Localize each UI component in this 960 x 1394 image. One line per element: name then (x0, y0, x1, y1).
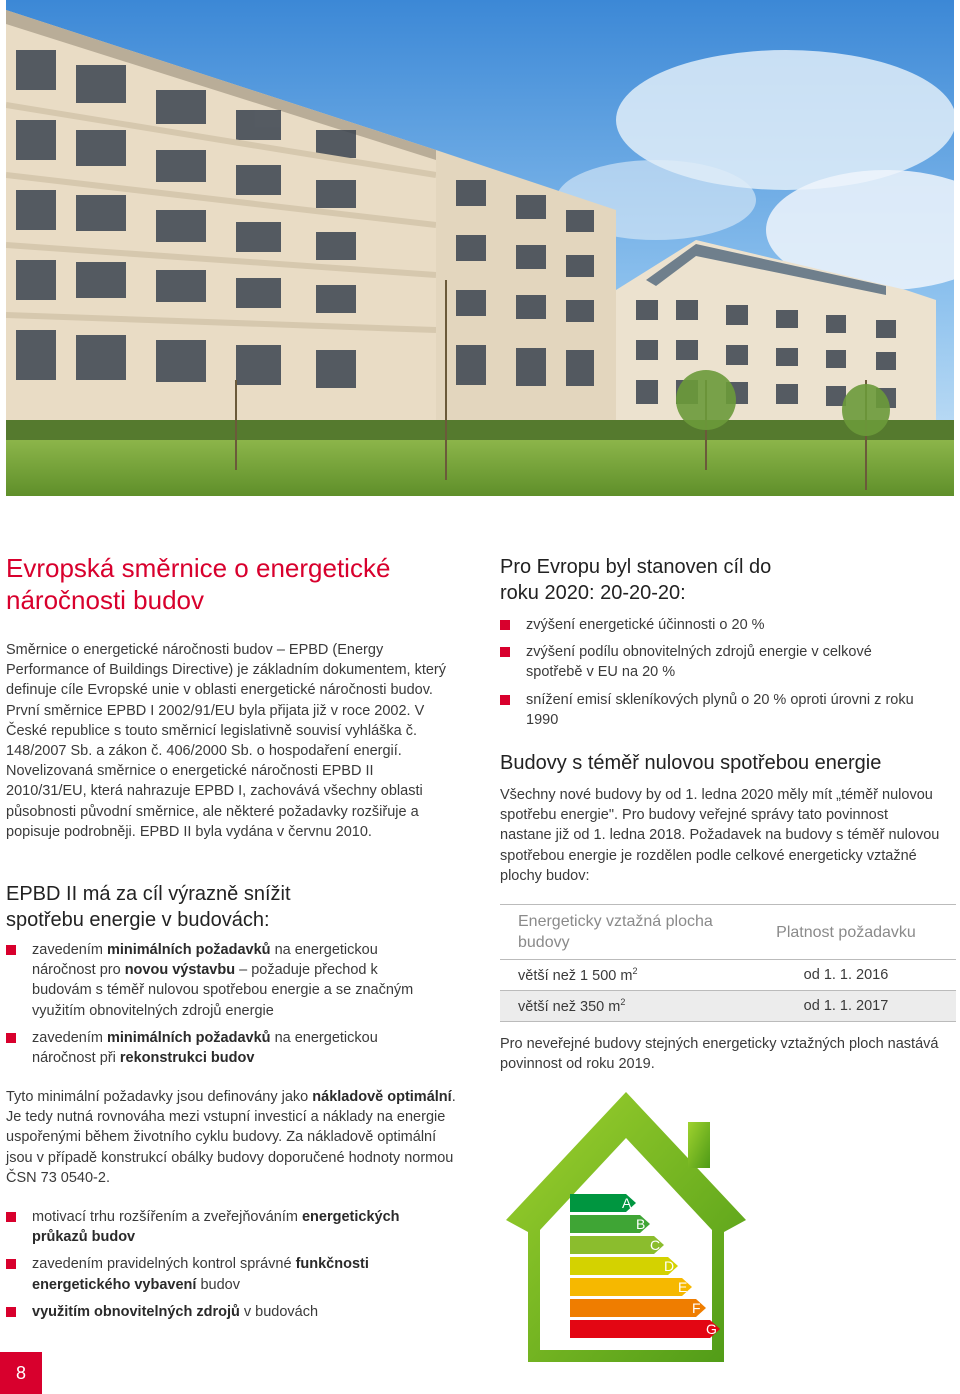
energy-class-label-e: E (678, 1279, 688, 1295)
energy-class-label-b: B (636, 1216, 646, 1232)
list-item: zavedením minimálních požadavků na energetickou náročnost při rekonstrukci budov (6, 1028, 416, 1068)
red-square-bullet-icon (6, 945, 16, 955)
nzeb-paragraph: Všechny nové budovy by od 1. ledna 2020 měly mít „téměř nulovou spotřebu energie". Pro budovy veřejné správy tato povinnost nastane již od 1. ledna 2018. Požadavek na budovy s téměř nulovou spotřebou energie je rozdělen podle celkové energeticky vztažné plochy budov: (500, 787, 940, 884)
building-photo (6, 0, 954, 496)
list-item: zvýšení energetické účinnosti o 20 % (500, 615, 920, 635)
list-item: zavedením pravidelných kontrol správné funkčnosti energetického vybavení budov (6, 1254, 458, 1294)
list-item: snížení emisí skleníkových plynů o 20 % oproti úrovni z roku 1990 (500, 690, 920, 730)
red-square-bullet-icon (6, 1307, 16, 1317)
epbd-bullet-list-1 (6, 940, 416, 1075)
energy-label-house-icon (498, 1082, 754, 1372)
energy-class-label-g: G (706, 1321, 717, 1337)
table-header-row (500, 905, 956, 960)
red-square-bullet-icon (6, 1033, 16, 1043)
table-row: větší než 1 500 $m^2$ od 1. 1. 2016 (500, 960, 956, 991)
energy-class-bar-e (570, 1278, 692, 1296)
non-public-note: Pro neveřejné budovy stejných energeticky vztažných ploch nastává povinnost od roku 2019. (500, 1036, 939, 1073)
red-square-bullet-icon (500, 620, 510, 630)
energy-class-label-f: F (692, 1300, 701, 1316)
red-square-bullet-icon (500, 695, 510, 705)
nzeb-subtitle: Budovy s téměř nulovou spotřebou energie (500, 752, 882, 774)
page-number: 8 (0, 1352, 42, 1394)
energy-class-label-d: D (664, 1258, 675, 1274)
energy-class-bar-g (570, 1320, 720, 1338)
red-square-bullet-icon (500, 647, 510, 657)
list-item: zavedením minimálních požadavků na energetickou náročnost pro novou výstavbu – požaduje přechod k budovám s téměř nulovou spotřebou energie a se značným využitím obnovitelných zdrojů energie (6, 940, 416, 1021)
cost-optimal-paragraph: Tyto minimální požadavky jsou definovány jako nákladově optimální. Je tedy nutná rovnováha mezi vstupní investicí a náklady na energie uspořenými během životního cyklu budovy. Za nákladově optimální jsou v případě konstrukcí obálky budovy doporučené hodnoty normou ČSN 73 0540-2. (6, 1089, 456, 1186)
table-row: větší než 350 $m^2$ od 1. 1. 2017 (500, 991, 956, 1022)
col-area-header: Energeticky vztažná plocha budovy (518, 913, 713, 951)
col-validity-header: Platnost požadavku (776, 923, 916, 941)
eu-goals-list (500, 615, 920, 737)
energy-class-label-c: C (650, 1237, 661, 1253)
energy-class-bar-d (570, 1257, 678, 1275)
list-item: zvýšení podílu obnovitelných zdrojů energie v celkové spotřebě v EU na 20 % (500, 642, 920, 682)
energy-class-label-a: A (622, 1195, 632, 1211)
requirements-table (500, 904, 956, 1022)
red-square-bullet-icon (6, 1259, 16, 1269)
intro-paragraph: Směrnice o energetické náročnosti budov – EPBD (Energy Performance of Buildings Directive) je základním dokumentem, který definuje cíle Evropské unie v oblasti energetické náročnosti budov. První směrnice EPBD I 2002/91/EU byla přijata již v roce 2002. V České republice s touto směrnicí legislativně souvisí vyhláška č. 148/2007 Sb. a zákon č. 406/2000 Sb. o hospodaření energií. Novelizovaná směrnice o energetické náročnosti EPBD II 2010/31/EU, která nahrazuje EPBD I, zachovává všechny oblasti působnosti původní směrnice, ale některé požadavky rozšiřuje a popisuje podrobněji. EPBD II byla vydána v červnu 2010. (6, 642, 447, 840)
epbd-bullet-list-2 (6, 1207, 458, 1329)
list-item: využitím obnovitelných zdrojů v budovách (6, 1302, 458, 1322)
epbd-subtitle: EPBD II má za cíl výrazně snížit spotřebu energie v budovách: (6, 883, 291, 931)
eu-goal-title: Pro Evropu byl stanoven cíl do roku 2020: 20-20-20: (500, 556, 772, 604)
red-square-bullet-icon (6, 1212, 16, 1222)
energy-class-bar-f (570, 1299, 706, 1317)
main-title: Evropská směrnice o energetické náročnosti budov (6, 553, 391, 615)
list-item: motivací trhu rozšířením a zveřejňováním energetických průkazů budov (6, 1207, 458, 1247)
